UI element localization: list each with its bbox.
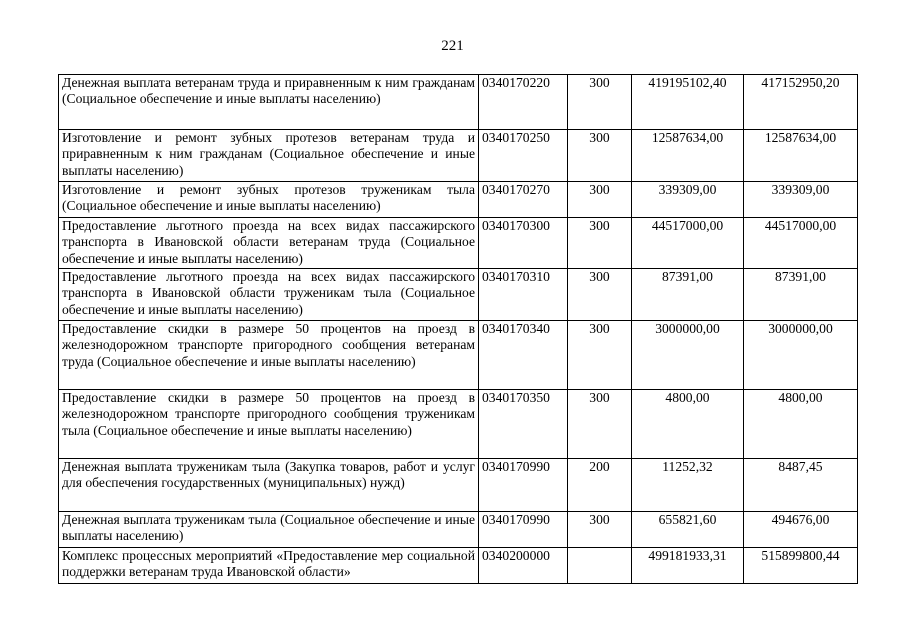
- row-amount-1: 44517000,00: [632, 218, 744, 269]
- row-amount-2: 417152950,20: [744, 75, 858, 130]
- row-description: Денежная выплата труженикам тыла (Закупка товаров, работ и услуг для обеспечения государственных (муниципальных) нужд): [59, 459, 479, 512]
- table-row: [59, 512, 858, 548]
- budget-table: [58, 74, 858, 584]
- row-amount-2: 8487,45: [744, 459, 858, 512]
- row-amount-1: 11252,32: [632, 459, 744, 512]
- row-description: Изготовление и ремонт зубных протезов ветеранам труда и приравненным к ним гражданам (Социальное обеспечение и иные выплаты населению): [59, 130, 479, 182]
- row-amount-2: 339309,00: [744, 182, 858, 218]
- row-expense-type: 200: [568, 459, 632, 512]
- row-target-code: 0340170220: [479, 75, 568, 130]
- row-amount-2: 3000000,00: [744, 321, 858, 390]
- table-row: [59, 218, 858, 269]
- row-description: Денежная выплата ветеранам труда и приравненным к ним гражданам (Социальное обеспечение и иные выплаты населению): [59, 75, 479, 130]
- row-amount-1: 339309,00: [632, 182, 744, 218]
- page-number: 221: [441, 38, 464, 54]
- row-description: Предоставление скидки в размере 50 процентов на проезд в железнодорожном транспорте пригородного сообщения труженикам тыла (Социальное обеспечение и иные выплаты населению): [59, 390, 479, 459]
- row-target-code: 0340170270: [479, 182, 568, 218]
- row-amount-2: 87391,00: [744, 269, 858, 321]
- row-target-code: 0340200000: [479, 548, 568, 584]
- row-expense-type: 300: [568, 182, 632, 218]
- row-amount-1: 4800,00: [632, 390, 744, 459]
- row-target-code: 0340170990: [479, 459, 568, 512]
- table-row: [59, 321, 858, 390]
- row-amount-1: 87391,00: [632, 269, 744, 321]
- row-expense-type: 300: [568, 390, 632, 459]
- table-row: [59, 390, 858, 459]
- row-expense-type: [568, 548, 632, 584]
- row-target-code: 0340170300: [479, 218, 568, 269]
- table-row: [59, 269, 858, 321]
- row-amount-1: 655821,60: [632, 512, 744, 548]
- row-amount-2: 44517000,00: [744, 218, 858, 269]
- table-row: [59, 130, 858, 182]
- row-description: Изготовление и ремонт зубных протезов труженикам тыла (Социальное обеспечение и иные выплаты населению): [59, 182, 479, 218]
- row-amount-1: 419195102,40: [632, 75, 744, 130]
- row-amount-2: 4800,00: [744, 390, 858, 459]
- row-description: Предоставление льготного проезда на всех видах пассажирского транспорта в Ивановской области труженикам тыла (Социальное обеспечение и иные выплаты населению): [59, 269, 479, 321]
- row-amount-1: 12587634,00: [632, 130, 744, 182]
- row-target-code: 0340170310: [479, 269, 568, 321]
- table-row: [59, 459, 858, 512]
- table-row: [59, 75, 858, 130]
- row-expense-type: 300: [568, 218, 632, 269]
- row-target-code: 0340170990: [479, 512, 568, 548]
- row-target-code: 0340170350: [479, 390, 568, 459]
- row-expense-type: 300: [568, 512, 632, 548]
- row-amount-2: 12587634,00: [744, 130, 858, 182]
- row-expense-type: 300: [568, 269, 632, 321]
- row-expense-type: 300: [568, 75, 632, 130]
- row-description: Денежная выплата труженикам тыла (Социальное обеспечение и иные выплаты населению): [59, 512, 479, 548]
- row-target-code: 0340170250: [479, 130, 568, 182]
- row-amount-2: 494676,00: [744, 512, 858, 548]
- row-amount-2: 515899800,44: [744, 548, 858, 584]
- table-row: [59, 182, 858, 218]
- row-amount-1: 499181933,31: [632, 548, 744, 584]
- table-row: [59, 548, 858, 584]
- row-expense-type: 300: [568, 130, 632, 182]
- row-expense-type: 300: [568, 321, 632, 390]
- row-description: Предоставление льготного проезда на всех видах пассажирского транспорта в Ивановской области ветеранам труда (Социальное обеспечение и иные выплаты населению): [59, 218, 479, 269]
- row-target-code: 0340170340: [479, 321, 568, 390]
- row-description: Комплекс процессных мероприятий «Предоставление мер социальной поддержки ветеранам труда Ивановской области»: [59, 548, 479, 584]
- row-amount-1: 3000000,00: [632, 321, 744, 390]
- row-description: Предоставление скидки в размере 50 процентов на проезд в железнодорожном транспорте пригородного сообщения ветеранам труда (Социальное обеспечение и иные выплаты населению): [59, 321, 479, 390]
